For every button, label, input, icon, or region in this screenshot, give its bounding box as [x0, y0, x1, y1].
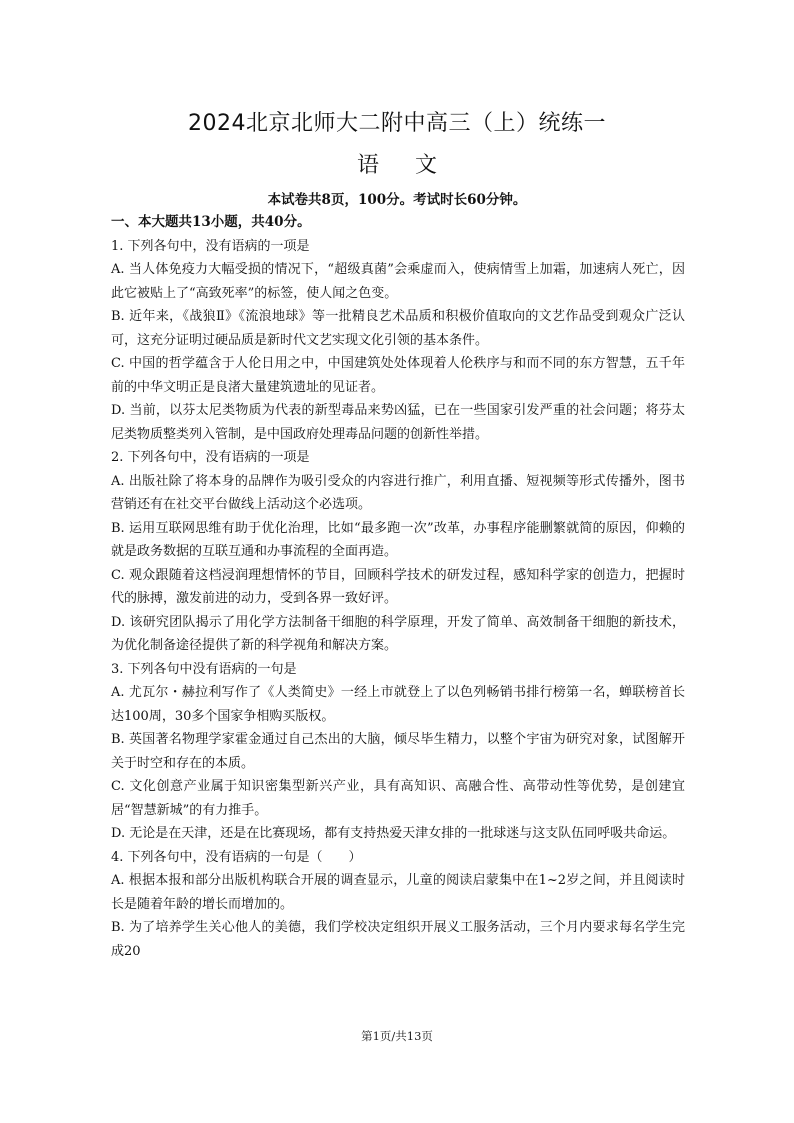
- exam-content: [111, 211, 685, 963]
- option-b: B. 英国著名物理学家霍金通过自己杰出的大脑，倾尽毕生精力，以整个宇宙为研究对象，试图解开关于时空和存在的本质。: [111, 732, 685, 771]
- question-2: [111, 446, 685, 658]
- question-stem: 3. 下列各句中没有语病的一句是: [111, 661, 297, 677]
- question-4: [111, 846, 685, 964]
- option-b: B. 近年来，《战狼Ⅱ》《流浪地球》等一批精良艺术品质和积极价值取向的文艺作品受到观众广泛认可，这充分证明过硬品质是新时代文艺实现文化引领的基本条件。: [111, 309, 685, 348]
- option-a: A. 出版社除了将本身的品牌作为吸引受众的内容进行推广，利用直播、短视频等形式传播外，图书营销还有在社交平台做线上活动这个必选项。: [111, 473, 685, 512]
- option-d: D. 无论是在天津，还是在比赛现场，都有支持热爱天津女排的一批球迷与这支队伍同呼吸共命运。: [111, 826, 676, 841]
- question-1: [111, 235, 685, 447]
- page-footer: 第1页/共13页: [361, 1029, 433, 1043]
- option-d: D. 当前，以芬太尼类物质为代表的新型毒品来势凶猛，已在一些国家引发严重的社会问题；将芬太尼类物质整类列入管制，是中国政府处理毒品问题的创新性举措。: [111, 403, 685, 442]
- question-stem: 4. 下列各句中，没有语病的一句是（ ）: [111, 849, 362, 865]
- section-heading: 一、本大题共13小题，共40分。: [111, 214, 311, 230]
- option-c: C. 文化创意产业属于知识密集型新兴产业，具有高知识、高融合性、高带动性等优势，是创建宜居“智慧新城”的有力推手。: [111, 779, 685, 818]
- subject-title: 语文: [356, 153, 473, 178]
- option-b: B. 运用互联网思维有助于优化治理，比如“最多跑一次”改革，办事程序能删繁就简的原因，仰赖的就是政务数据的互联互通和办事流程的全面再造。: [111, 520, 685, 559]
- option-d: D. 该研究团队揭示了用化学方法制备干细胞的科学原理，开发了简单、高效制备干细胞的新技术，为优化制备途径提供了新的科学视角和解决方案。: [111, 614, 685, 653]
- option-a: A. 尤瓦尔・赫拉利写作了《人类简史》一经上市就登上了以色列畅销书排行榜第一名，蝉联榜首长达100周，30多个国家争相购买版权。: [111, 685, 685, 724]
- question-3: [111, 658, 685, 846]
- option-a: A. 根据本报和部分出版机构联合开展的调查显示，儿童的阅读启蒙集中在1~2岁之间，并且阅读时长是随着年龄的增长而增加的。: [111, 873, 685, 912]
- option-c: C. 观众跟随着这档浸润理想情怀的节目，回顾科学技术的研发过程，感知科学家的创造力，把握时代的脉搏，激发前进的动力，受到各界一致好评。: [111, 567, 685, 606]
- exam-info: 本试卷共8页，100分。考试时长60分钟。: [267, 192, 527, 208]
- question-stem: 2. 下列各句中，没有语病的一项是: [111, 450, 310, 465]
- question-stem: 1. 下列各句中，没有语病的一项是: [111, 238, 310, 254]
- option-b: B. 为了培养学生关心他人的美德，我们学校决定组织开展义工服务活动，三个月内要求每名学生完成20: [111, 920, 685, 959]
- option-a: A. 当人体免疫力大幅受损的情况下，“超级真菌”会乘虚而入，使病情雪上加霜，加速病人死亡，因此它被贴上了“高致死率”的标签，使人闻之色变。: [111, 262, 685, 301]
- option-c: C. 中国的哲学蕴含于人伦日用之中，中国建筑处处体现着人伦秩序与和而不同的东方智慧，五千年前的中华文明正是良渚大量建筑遗址的见证者。: [111, 356, 685, 395]
- page-title: 2024北京北师大二附中高三（上）统练一: [188, 111, 606, 136]
